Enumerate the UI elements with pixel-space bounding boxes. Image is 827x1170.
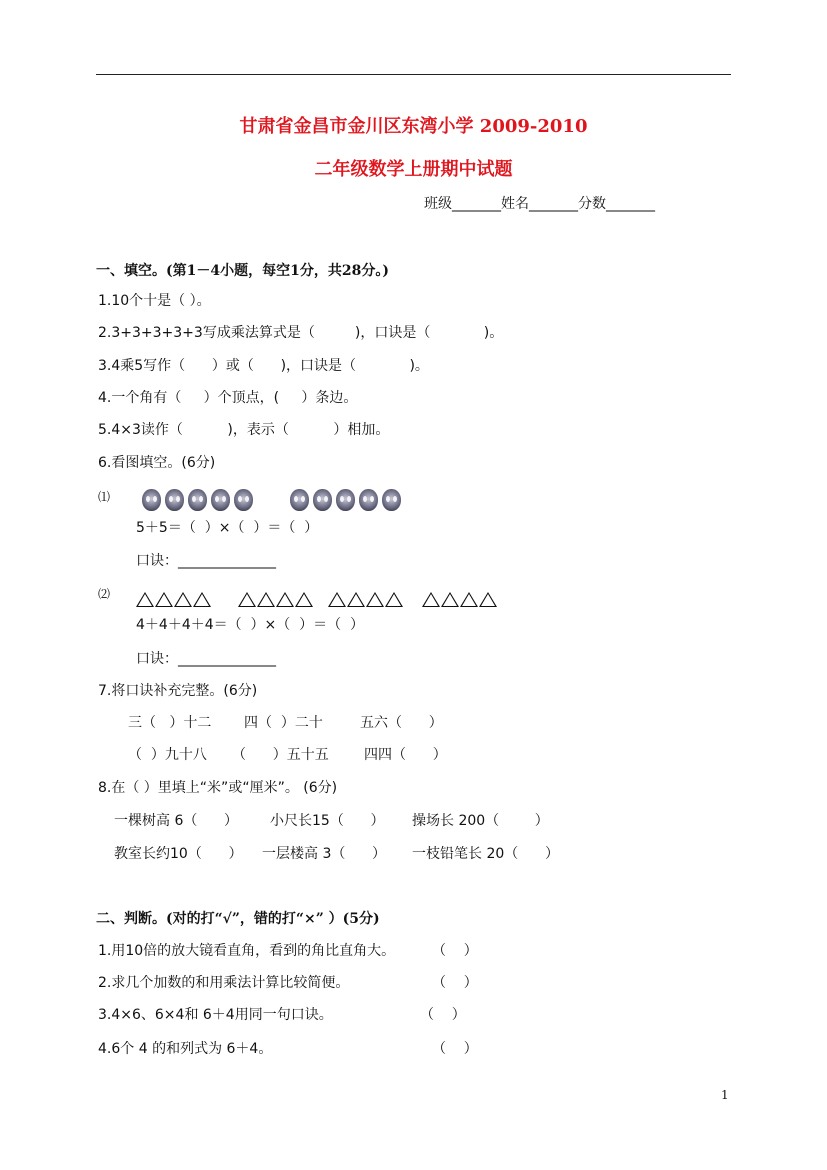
question-6-2-koujue: 口诀：______________	[136, 651, 276, 667]
triangle-icon	[460, 592, 478, 607]
face-icon	[359, 489, 378, 511]
question-8: 8.在（ ）里填上“米”或“厘米”。 (6分)	[98, 780, 338, 796]
question-6-1-equation: 5＋5＝（ ）×（ ）＝（ ）	[136, 520, 319, 536]
face-icon	[142, 489, 161, 511]
question-6-1-koujue: 口诀：______________	[136, 553, 276, 569]
question-4: 4.一个角有（ ）个顶点，( ）条边。	[98, 390, 358, 406]
triangle-icon	[385, 592, 403, 607]
triangle-icon	[479, 592, 497, 607]
section1-heading: 一、填空。(第1－4小题，每空1分，共28分。)	[96, 263, 389, 279]
judge-item-text: 2.求几个加数的和用乘法计算比较简便。	[98, 975, 350, 991]
triangle-icon	[295, 592, 313, 607]
header-rule	[96, 74, 731, 75]
face-icons-group-2	[290, 489, 405, 511]
question-7-item: 四（ ）二十	[244, 715, 323, 731]
face-icon	[165, 489, 184, 511]
question-7-item: 五六（ ）	[360, 715, 443, 731]
face-icon	[382, 489, 401, 511]
face-icon	[336, 489, 355, 511]
question-8-item: 一层楼高 3（ ）	[262, 846, 387, 862]
triangle-icon	[174, 592, 192, 607]
question-6: 6.看图填空。(6分)	[98, 455, 216, 471]
triangle-icon	[155, 592, 173, 607]
triangle-icon	[238, 592, 256, 607]
question-8-item: 教室长约10（ ）	[114, 846, 243, 862]
triangle-icons-group-1	[136, 592, 212, 607]
question-7: 7.将口诀补充完整。(6分)	[98, 683, 258, 699]
student-info: 班级_______姓名_______分数_______	[424, 196, 655, 212]
face-icon	[234, 489, 253, 511]
question-6-2-equation: 4＋4＋4＋4＝（ ）×（ ）＝（ ）	[136, 617, 365, 633]
triangle-icon	[441, 592, 459, 607]
question-2: 2.3+3+3+3+3写成乘法算式是（ )，口诀是（ )。	[98, 325, 504, 341]
triangle-icon	[347, 592, 365, 607]
face-icon	[290, 489, 309, 511]
question-8-item: 一枝铅笔长 20（ ）	[412, 846, 559, 862]
question-7-item: （ ）九十八	[128, 747, 207, 763]
question-7-item: 四四（ ）	[364, 747, 447, 763]
judge-item-blank: （ ）	[420, 1007, 466, 1023]
triangle-icon	[257, 592, 275, 607]
judge-item-blank: （ ）	[432, 1041, 478, 1057]
triangle-icon	[276, 592, 294, 607]
judge-item-text: 3.4×6、6×4和 6＋4用同一句口诀。	[98, 1007, 333, 1023]
question-7-item: 三（ ）十二	[128, 715, 212, 731]
face-icon	[188, 489, 207, 511]
question-1: 1.10个十是（ ）。	[98, 293, 211, 309]
question-8-item: 一棵树高 6（ ）	[114, 813, 239, 829]
triangle-icon	[366, 592, 384, 607]
question-3: 3.4乘5写作（ ）或（ )，口诀是（ )。	[98, 358, 429, 374]
question-5: 5.4×3读作（ )，表示（ ）相加。	[98, 422, 390, 438]
triangle-icon	[328, 592, 346, 607]
exam-title-line2: 二年级数学上册期中试题	[314, 159, 513, 180]
face-icons-group-1	[142, 489, 257, 511]
triangle-icons-group-4	[422, 592, 498, 607]
face-icon	[313, 489, 332, 511]
triangle-icon	[136, 592, 154, 607]
question-7-item: （ ）五十五	[232, 747, 329, 763]
question-6-2-label: ⑵	[98, 587, 111, 601]
triangle-icon	[193, 592, 211, 607]
page-number: 1	[721, 1088, 729, 1102]
judge-item-blank: （ ）	[432, 943, 478, 959]
face-icon	[211, 489, 230, 511]
question-6-1-label: ⑴	[98, 490, 111, 504]
question-8-item: 小尺长15（ ）	[270, 813, 385, 829]
triangle-icon	[422, 592, 440, 607]
judge-item-blank: （ ）	[432, 975, 478, 991]
exam-title-line1: 甘肃省金昌市金川区东湾小学 2009-2010	[239, 116, 588, 137]
triangle-icons-group-3	[328, 592, 404, 607]
section2-heading: 二、判断。(对的打“√”，错的打“×” ）(5分)	[96, 911, 380, 927]
question-8-item: 操场长 200（ ）	[412, 813, 549, 829]
triangle-icons-group-2	[238, 592, 314, 607]
judge-item-text: 4.6个 4 的和列式为 6＋4。	[98, 1041, 273, 1057]
judge-item-text: 1.用10倍的放大镜看直角，看到的角比直角大。	[98, 943, 396, 959]
